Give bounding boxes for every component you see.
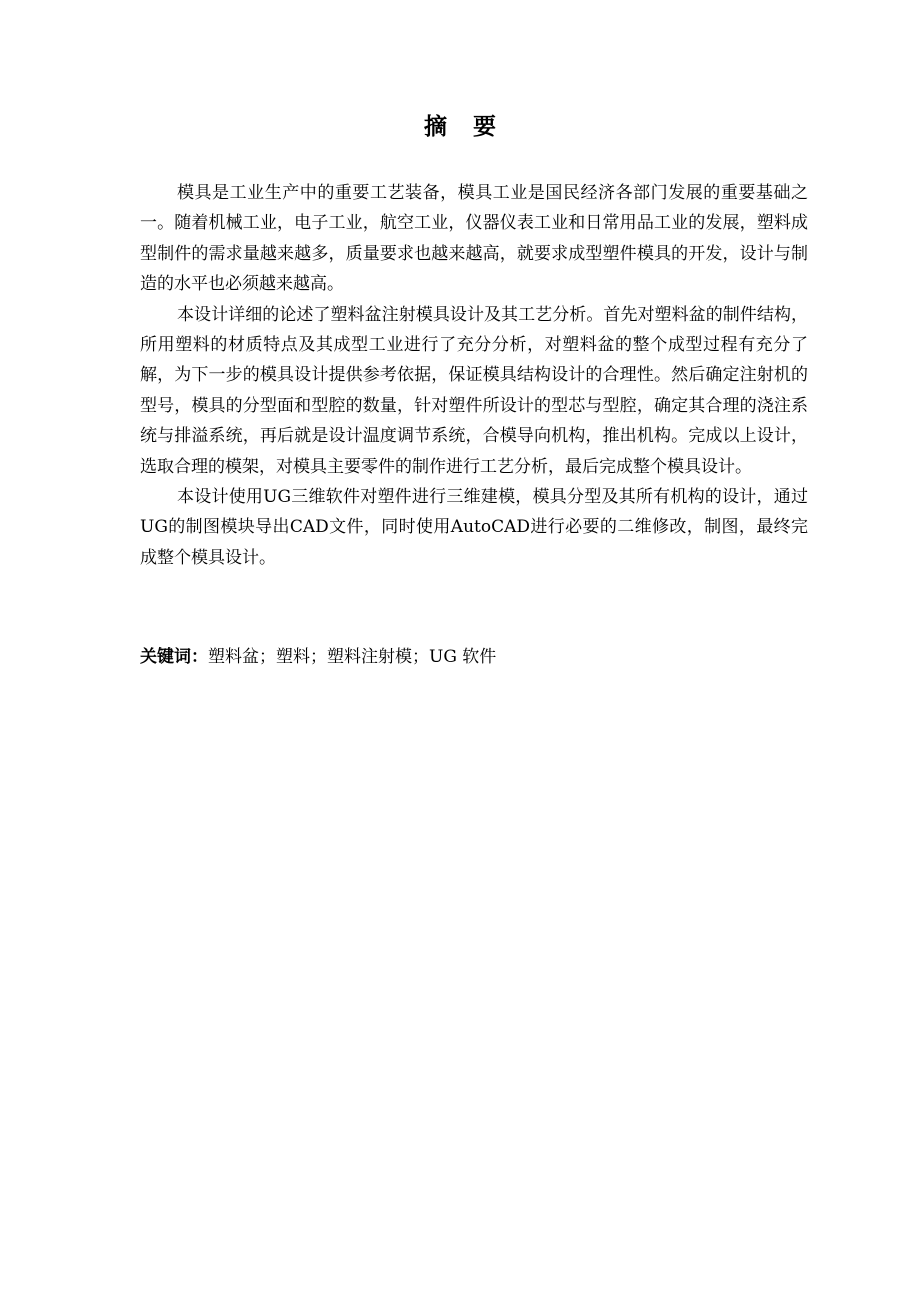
abstract-paragraph-3: 本设计使用UG三维软件对塑件进行三维建模，模具分型及其所有机构的设计，通过UG的制图模块导出CAD文件，同时使用AutoCAD进行必要的二维修改，制图，最终完成整个模具设计。: [140, 487, 808, 568]
abstract-paragraph-1: 模具是工业生产中的重要工艺装备，模具工业是国民经济各部门发展的重要基础之一。随着机械工业，电子工业，航空工业，仪器仪表工业和日常用品工业的发展，塑料成型制件的需求量越来越多，质量要求也越来越高，就要求成型塑件模具的开发，设计与制造的水平也必须越来越高。: [140, 183, 808, 295]
keywords-text: 塑料盆；塑料；塑料注射模；UG 软件: [208, 647, 497, 667]
keywords-line: [140, 644, 808, 670]
abstract-title: 摘要: [424, 114, 522, 140]
abstract-body: [140, 178, 808, 573]
keywords-label: 关键词：: [140, 647, 208, 667]
abstract-paragraph-2: 本设计详细的论述了塑料盆注射模具设计及其工艺分析。首先对塑料盆的制件结构，所用塑料的材质特点及其成型工业进行了充分分析，对塑料盆的整个成型过程有充分了解，为下一步的模具设计提供参考依据，保证模具结构设计的合理性。然后确定注射机的型号，模具的分型面和型腔的数量，针对塑件所设计的型芯与型腔，确定其合理的浇注系统与排溢系统，再后就是设计温度调节系统，合模导向机构，推出机构。完成以上设计，选取合理的模架，对模具主要零件的制作进行工艺分析，最后完成整个模具设计。: [140, 304, 808, 477]
